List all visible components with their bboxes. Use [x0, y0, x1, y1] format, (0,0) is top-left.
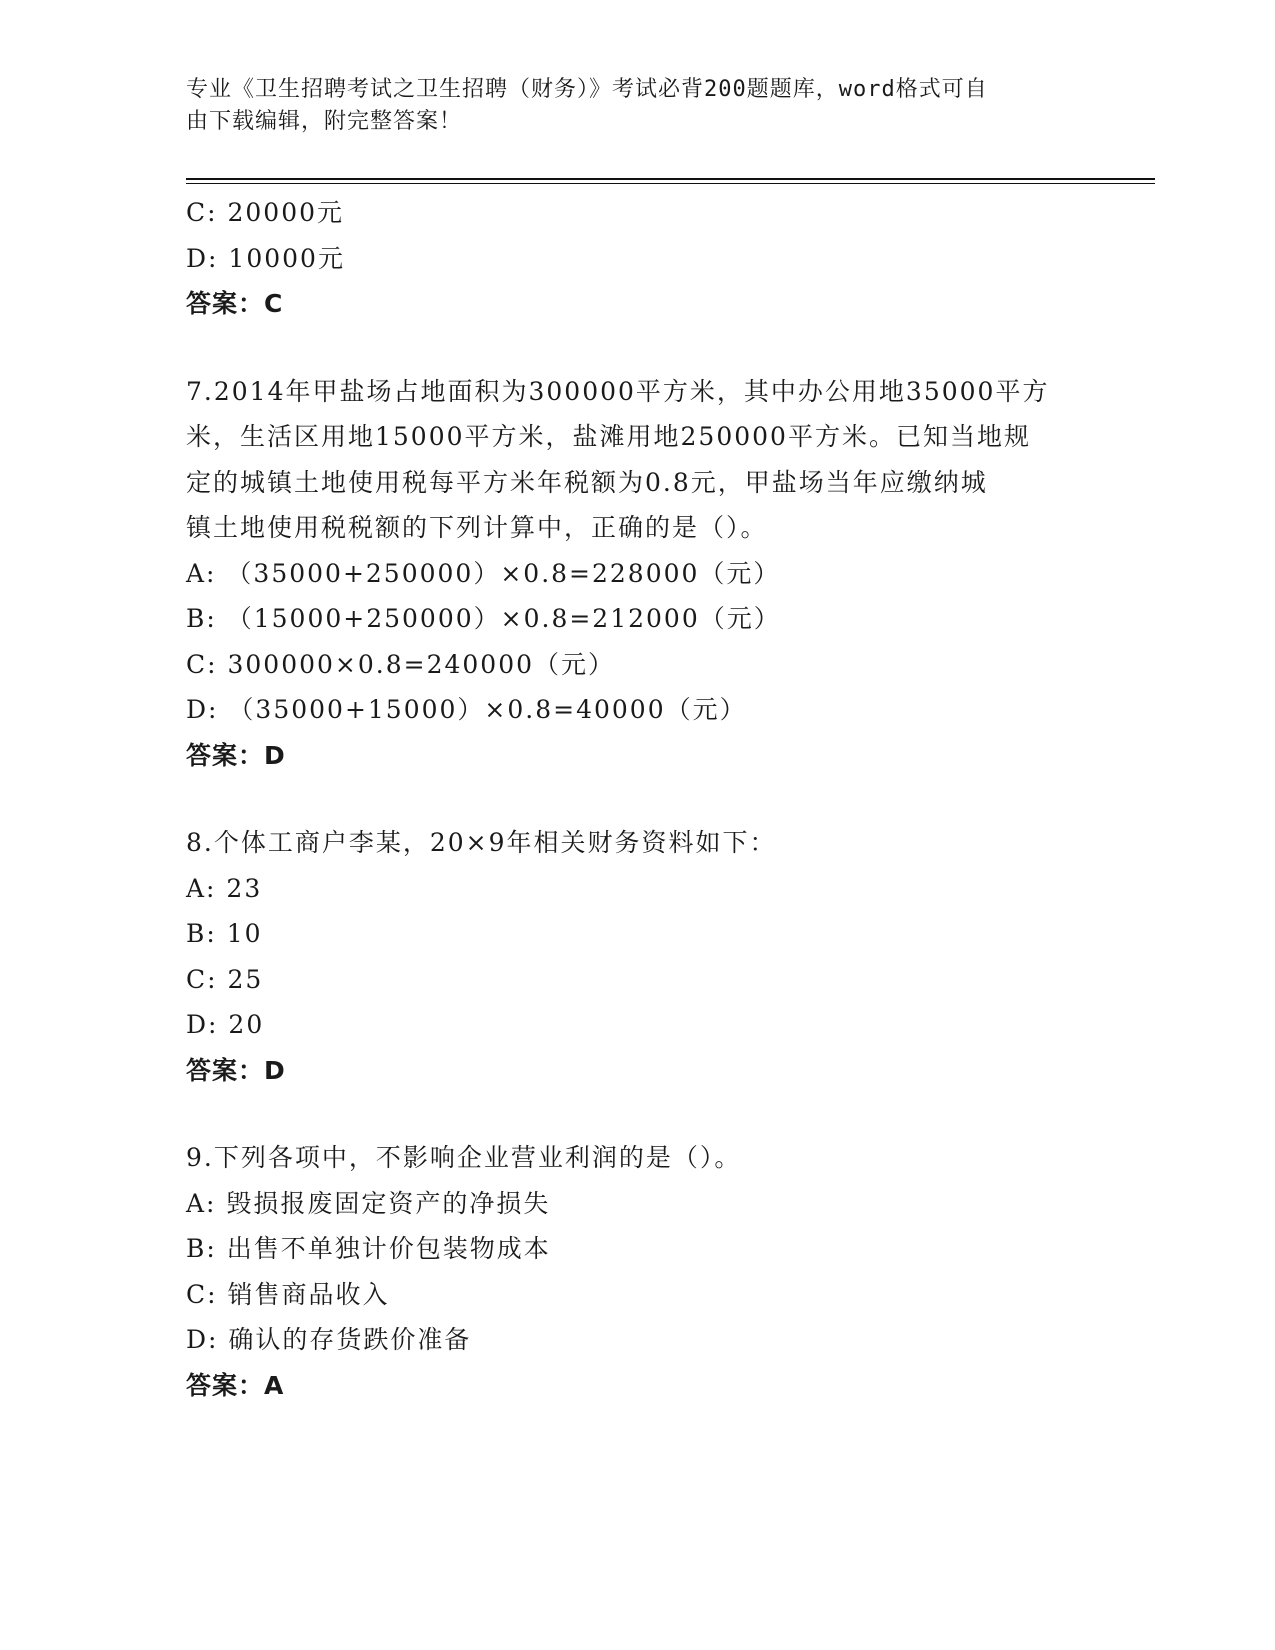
page-header	[186, 74, 1066, 138]
question-9	[186, 1135, 1086, 1408]
option-a: A: 23	[186, 873, 263, 903]
option-c: C: 25	[186, 964, 264, 994]
option-a: A: （35000+250000）×0.8=228000（元）	[186, 558, 781, 588]
question-stem: 米，生活区用地15000平方米，盐滩用地250000平方米。已知当地规	[186, 422, 1031, 451]
question-stem: 7.2014年甲盐场占地面积为300000平方米，其中办公用地35000平方	[186, 376, 1050, 406]
question-8	[186, 820, 1086, 1093]
question-stem: 镇土地使用税税额的下列计算中，正确的是（）。	[186, 513, 768, 542]
option-b: B: 10	[186, 919, 263, 948]
option-d: D: 确认的存货跌价准备	[186, 1325, 472, 1354]
answer: 答案：C	[186, 289, 284, 318]
option-d: D: 20	[186, 1010, 265, 1039]
question-stem: 定的城镇土地使用税每平方米年税额为0.8元，甲盐场当年应缴纳城	[186, 467, 988, 497]
option-b: B: （15000+250000）×0.8=212000（元）	[186, 604, 781, 633]
question-stem: 8.个体工商户李某，20×9年相关财务资料如下：	[186, 828, 777, 857]
answer: 答案：A	[186, 1370, 285, 1400]
header-divider	[186, 178, 1155, 184]
header-title-line-1: 专业《卫生招聘考试之卫生招聘（财务）》考试必背200题题库，word格式可自	[186, 77, 988, 102]
option-c: C: 300000×0.8=240000（元）	[186, 649, 616, 679]
option-a: A: 毁损报废固定资产的净损失	[186, 1188, 551, 1218]
question-7	[186, 369, 1086, 779]
option-d: D: 10000元	[186, 243, 345, 273]
option-d: D: （35000+15000）×0.8=40000（元）	[186, 695, 747, 724]
option-c: C: 20000元	[186, 198, 345, 227]
header-title-line-2: 由下载编辑，附完整答案！	[186, 109, 463, 134]
answer: 答案：D	[186, 1055, 286, 1085]
answer: 答案：D	[186, 740, 286, 770]
option-b: B: 出售不单独计价包装物成本	[186, 1234, 551, 1263]
question-stem: 9.下列各项中，不影响企业营业利润的是（）。	[186, 1143, 742, 1172]
question-6-tail	[186, 190, 1086, 327]
question-list	[186, 190, 1086, 1408]
option-c: C: 销售商品收入	[186, 1279, 390, 1309]
